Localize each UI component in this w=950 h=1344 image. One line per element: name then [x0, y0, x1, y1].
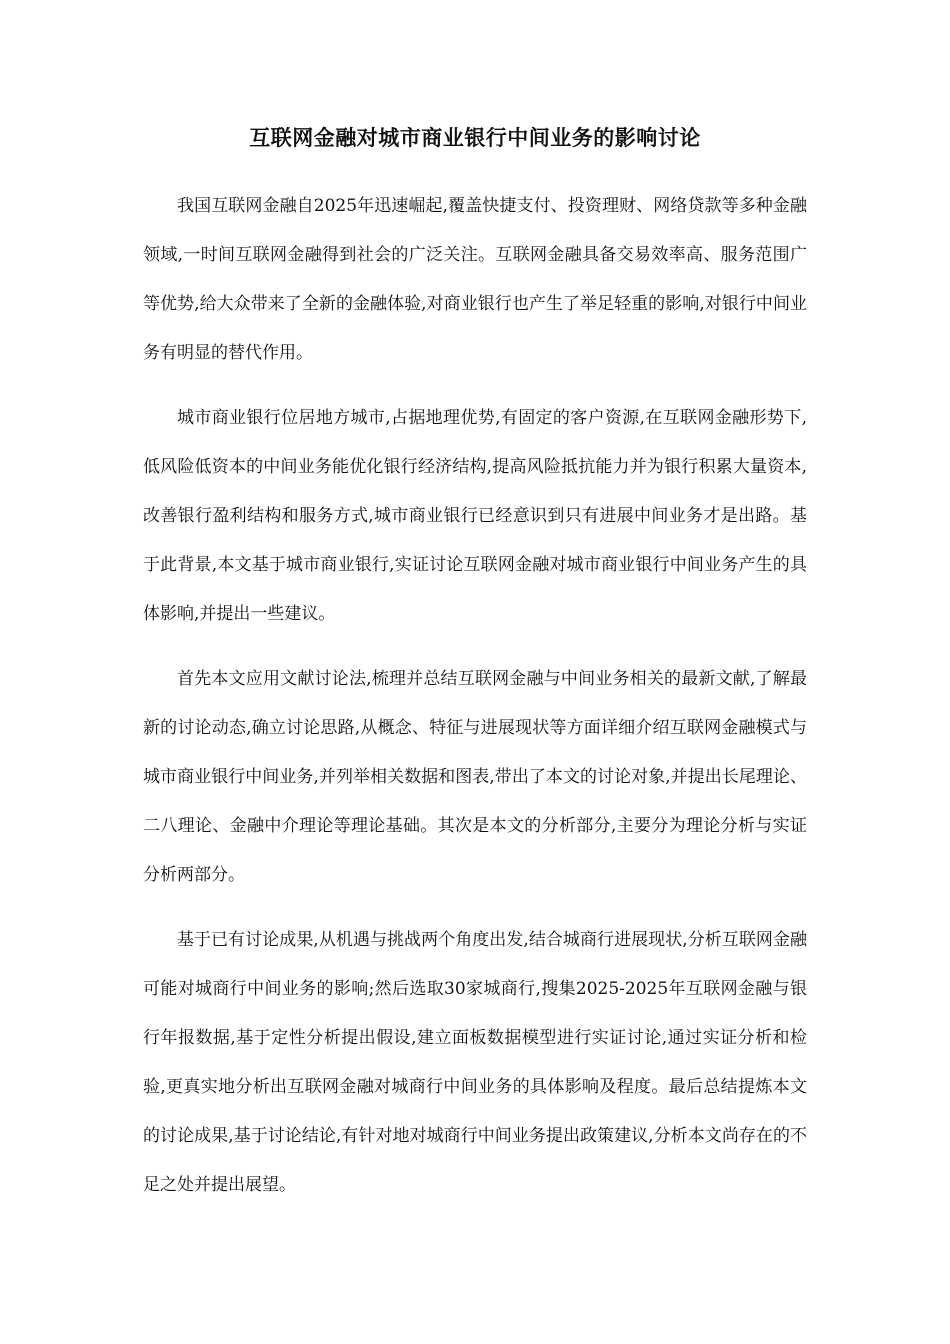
paragraph-4: 基于已有讨论成果,从机遇与挑战两个角度出发,结合城商行进展现状,分析互联网金融可能对城商行中间业务的影响;然后选取30家城商行,搜集2025-2025年互联网金融与银行年报数据,基于定性分析提出假设,建立面板数据模型进行实证讨论,通过实证分析和检验,更真实地分析出互联网金融对城商行中间业务的具体影响及程度。最后总结提炼本文的讨论成果,基于讨论结论,有针对地对城商行中间业务提出政策建议,分析本文尚存在的不足之处并提出展望。	[143, 930, 807, 1195]
paragraph-2: 城市商业银行位居地方城市,占据地理优势,有固定的客户资源,在互联网金融形势下,低风险低资本的中间业务能优化银行经济结构,提高风险抵抗能力并为银行积累大量资本,改善银行盈利结构和服务方式,城市商业银行已经意识到只有进展中间业务才是出路。基于此背景,本文基于城市商业银行,实证讨论互联网金融对城市商业银行中间业务产生的具体影响,并提出一些建议。	[143, 408, 807, 624]
page-title: 互联网金融对城市商业银行中间业务的影响讨论	[249, 125, 701, 150]
paragraph-3: 首先本文应用文献讨论法,梳理并总结互联网金融与中间业务相关的最新文献,了解最新的讨论动态,确立讨论思路,从概念、特征与进展现状等方面详细介绍互联网金融模式与城市商业银行中间业务,并列举相关数据和图表,带出了本文的讨论对象,并提出长尾理论、二八理论、金融中介理论等理论基础。其次是本文的分析部分,主要分为理论分析与实证分析两部分。	[143, 669, 807, 885]
document-body	[143, 182, 807, 1226]
paragraph-1: 我国互联网金融自2025年迅速崛起,覆盖快捷支付、投资理财、网络贷款等多种金融领域,一时间互联网金融得到社会的广泛关注。互联网金融具备交易效率高、服务范围广等优势,给大众带来了全新的金融体验,对商业银行也产生了举足轻重的影响,对银行中间业务有明显的替代作用。	[143, 196, 807, 363]
